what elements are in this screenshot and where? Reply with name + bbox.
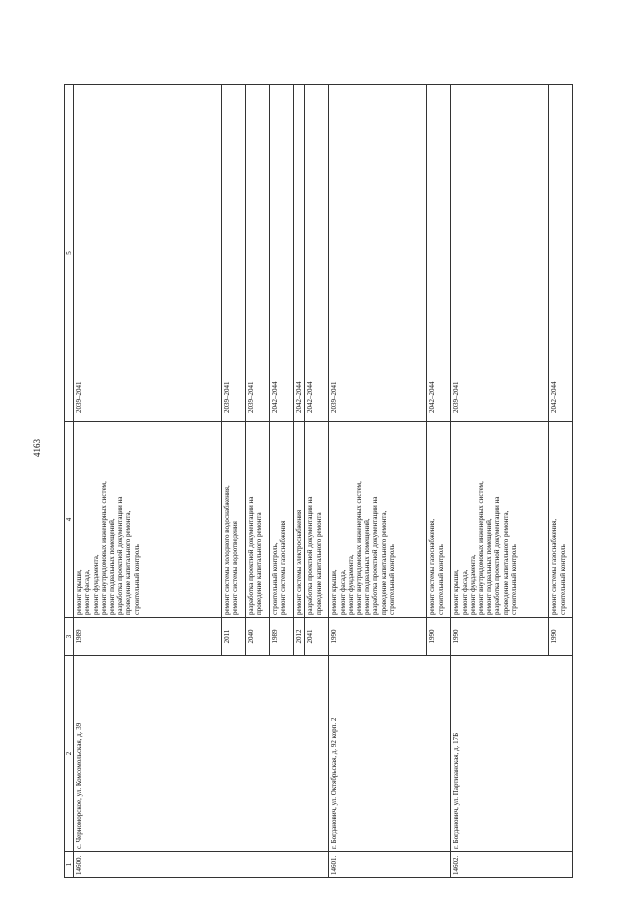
work-item: ремонт подвальных помещений, xyxy=(363,518,372,615)
work-item: проведение капитального ремонта xyxy=(255,512,264,615)
work-item: строительный контроль, xyxy=(271,542,280,615)
year-cell: 2041 xyxy=(305,618,329,656)
page-number: 4163 xyxy=(32,439,42,457)
table-row xyxy=(451,85,549,878)
period-cell: 2039–2041 xyxy=(222,85,246,422)
works-cell xyxy=(329,422,427,618)
work-item: разработка проектной документации на xyxy=(116,496,125,615)
row-number: 14601. xyxy=(329,852,451,878)
works-cell xyxy=(305,422,329,618)
work-item: проведение капитального ремонта, xyxy=(501,510,510,615)
work-item: ремонт системы газоснабжения xyxy=(279,520,288,615)
row-number: 14602. xyxy=(451,852,573,878)
work-item: строительный контроль xyxy=(558,544,567,615)
works-cell xyxy=(294,422,305,618)
year-cell: 1990 xyxy=(549,618,573,656)
table-row xyxy=(329,85,427,878)
work-item: ремонт крыши, xyxy=(330,569,339,615)
work-item: строительный контроль xyxy=(436,544,445,615)
work-item: ремонт подвальных помещений, xyxy=(108,518,117,615)
works-cell xyxy=(451,422,549,618)
work-item: ремонт крыши, xyxy=(452,569,461,615)
column-header: 5 xyxy=(65,85,74,422)
year-cell: 2012 xyxy=(294,618,305,656)
period-cell: 2039–2041 xyxy=(74,85,222,422)
work-item: ремонт фасада, xyxy=(460,569,469,615)
column-header: 2 xyxy=(65,656,74,852)
work-item: ремонт внутридомовых инженерных систем, xyxy=(477,481,486,615)
period-cell: 2042–2044 xyxy=(427,85,451,422)
work-item: ремонт внутридомовых инженерных систем, xyxy=(355,481,364,615)
address-cell: г. Богданович, ул. Партизанская, д. 17Б xyxy=(451,656,573,852)
work-item: строительный контроль xyxy=(509,544,518,615)
address-cell: г. Богданович, ул. Октябрьская, д. 92 корп. 2 xyxy=(329,656,451,852)
works-cell xyxy=(427,422,451,618)
work-item: ремонт системы водоотведения xyxy=(231,521,240,615)
year-cell: 1990 xyxy=(427,618,451,656)
work-item: проведение капитального ремонта, xyxy=(379,510,388,615)
works-cell xyxy=(549,422,573,618)
works-cell xyxy=(246,422,270,618)
year-cell: 2040 xyxy=(246,618,270,656)
period-cell: 2042–2044 xyxy=(270,85,294,422)
work-item: ремонт фундамента, xyxy=(91,554,100,615)
works-cell xyxy=(270,422,294,618)
work-item: ремонт фундамента, xyxy=(346,554,355,615)
year-cell: 1990 xyxy=(329,618,427,656)
period-cell: 2042–2044 xyxy=(305,85,329,422)
year-cell: 1989 xyxy=(270,618,294,656)
work-item: ремонт фасада, xyxy=(338,569,347,615)
work-item: ремонт фундамента, xyxy=(468,554,477,615)
work-item: разработка проектной документации на xyxy=(371,496,380,615)
work-item: проведение капитального ремонта, xyxy=(124,510,133,615)
works-cell xyxy=(222,422,246,618)
work-item: ремонт подвальных помещений, xyxy=(485,518,494,615)
period-cell: 2039–2041 xyxy=(246,85,270,422)
period-cell: 2039–2041 xyxy=(451,85,549,422)
address-cell: с. Черноморское, ул. Комсомольская, д. 39 xyxy=(74,656,329,852)
work-item: ремонт системы газоснабжения, xyxy=(428,518,437,615)
year-cell: 1989 xyxy=(74,618,222,656)
work-item: ремонт системы газоснабжения, xyxy=(550,518,559,615)
work-item: строительный контроль xyxy=(387,544,396,615)
year-cell: 2011 xyxy=(222,618,246,656)
repair-schedule-table xyxy=(64,84,573,878)
work-item: ремонт фасада, xyxy=(83,569,92,615)
period-cell: 2042–2044 xyxy=(549,85,573,422)
period-cell: 2039–2041 xyxy=(329,85,427,422)
work-item: проведение капитального ремонта xyxy=(314,512,323,615)
work-item: строительный контроль xyxy=(132,544,141,615)
work-item: ремонт внутридомовых инженерных систем, xyxy=(99,481,108,615)
work-item: ремонт системы электроснабжения xyxy=(295,509,304,615)
column-header: 1 xyxy=(65,852,74,878)
work-item: ремонт крыши, xyxy=(75,569,84,615)
column-header: 4 xyxy=(65,422,74,618)
work-item: разработка проектной документации на xyxy=(247,496,256,615)
work-item: ремонт системы холодного водоснабжения, xyxy=(223,485,232,615)
rotated-table-container xyxy=(64,85,567,878)
row-number: 14600. xyxy=(74,852,329,878)
year-cell: 1990 xyxy=(451,618,549,656)
work-item: разработка проектной документации на xyxy=(306,496,315,615)
column-header: 3 xyxy=(65,618,74,656)
period-cell: 2042–2044 xyxy=(294,85,305,422)
header-row xyxy=(65,85,74,878)
work-item: разработка проектной документации на xyxy=(493,496,502,615)
works-cell xyxy=(74,422,222,618)
table-row xyxy=(74,85,222,878)
